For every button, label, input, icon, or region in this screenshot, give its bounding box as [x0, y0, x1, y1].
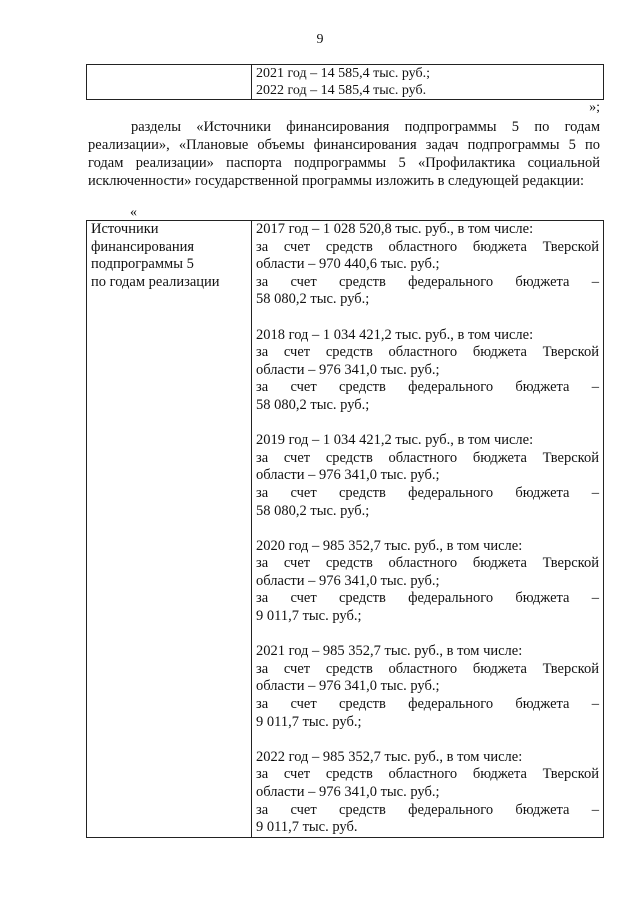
regional-budget-amount: области – 976 341,0 тыс. руб.;: [256, 467, 440, 484]
label-line: по годам реализации: [91, 273, 220, 290]
federal-budget-line: за счет средств федерального бюджета –: [256, 801, 599, 818]
federal-budget-amount: 9 011,7 тыс. руб.: [256, 819, 358, 836]
regional-budget-amount: области – 976 341,0 тыс. руб.;: [256, 572, 440, 589]
federal-budget-line: за счет средств федерального бюджета –: [256, 590, 599, 607]
top-table-line: 2022 год – 14 585,4 тыс. руб.: [256, 83, 427, 98]
top-table-left-cell: [87, 65, 252, 100]
top-table-line: 2021 год – 14 585,4 тыс. руб.;: [256, 66, 430, 81]
year-total: 2020 год – 985 352,7 тыс. руб., в том числе:: [256, 537, 523, 554]
regional-budget-amount: области – 976 341,0 тыс. руб.;: [256, 784, 440, 800]
year-block-2017: [256, 221, 599, 309]
federal-budget-amount: 9 011,7 тыс. руб.;: [256, 608, 362, 625]
label-line: подпрограммы 5: [91, 256, 194, 273]
regional-budget-line: за счет средств областного бюджета Тверской: [256, 555, 599, 572]
body-paragraph: разделы «Источники финансирования подпрограммы 5 по годам реализации», «Плановые объемы финансирования задач подпрограммы 5 по годам реализации» паспорта подпрограммы 5 «Профилактика социальной исключенности» государственной программы изложить в следующей редакции:: [88, 119, 600, 189]
federal-budget-amount: 58 080,2 тыс. руб.;: [256, 502, 370, 519]
federal-budget-amount: 58 080,2 тыс. руб.;: [256, 291, 370, 308]
regional-budget-amount: области – 976 341,0 тыс. руб.;: [256, 361, 440, 378]
year-total: 2019 год – 1 034 421,2 тыс. руб., в том числе:: [256, 432, 534, 449]
opening-quote: «: [130, 205, 137, 220]
financing-table: [86, 220, 604, 838]
page-number: 9: [316, 32, 324, 47]
regional-budget-line: за счет средств областного бюджета Тверской: [256, 344, 599, 361]
federal-budget-line: за счет средств федерального бюджета –: [256, 273, 599, 290]
year-block-2021: [256, 643, 599, 731]
year-block-2019: [256, 432, 599, 520]
top-table-right-cell: [252, 65, 604, 100]
regional-budget-line: за счет средств областного бюджета Тверской: [256, 238, 599, 255]
regional-budget-amount: области – 976 341,0 тыс. руб.;: [256, 678, 440, 695]
closing-quote: »;: [589, 100, 600, 115]
year-total: 2017 год – 1 028 520,8 тыс. руб., в том числе:: [256, 221, 534, 237]
year-block-2022: [256, 749, 599, 837]
regional-budget-line: за счет средств областного бюджета Тверской: [256, 660, 599, 677]
federal-budget-line: за счет средств федерального бюджета –: [256, 379, 599, 396]
regional-budget-amount: области – 970 440,6 тыс. руб.;: [256, 256, 440, 273]
label-line: Источники: [91, 221, 159, 237]
federal-budget-line: за счет средств федерального бюджета –: [256, 696, 599, 713]
label-line: финансирования: [91, 238, 195, 255]
regional-budget-line: за счет средств областного бюджета Тверской: [256, 449, 599, 466]
year-total: 2018 год – 1 034 421,2 тыс. руб., в том числе:: [256, 326, 534, 343]
regional-budget-line: за счет средств областного бюджета Тверской: [256, 766, 599, 783]
year-total: 2021 год – 985 352,7 тыс. руб., в том числе:: [256, 643, 523, 660]
federal-budget-line: за счет средств федерального бюджета –: [256, 484, 599, 501]
financing-label-cell: [87, 221, 252, 838]
federal-budget-amount: 58 080,2 тыс. руб.;: [256, 396, 370, 413]
federal-budget-amount: 9 011,7 тыс. руб.;: [256, 713, 362, 730]
top-table: [86, 64, 604, 100]
year-total: 2022 год – 985 352,7 тыс. руб., в том числе:: [256, 748, 523, 765]
year-block-2020: [256, 538, 599, 626]
year-block-2018: [256, 327, 599, 415]
financing-values-cell: [252, 221, 604, 838]
